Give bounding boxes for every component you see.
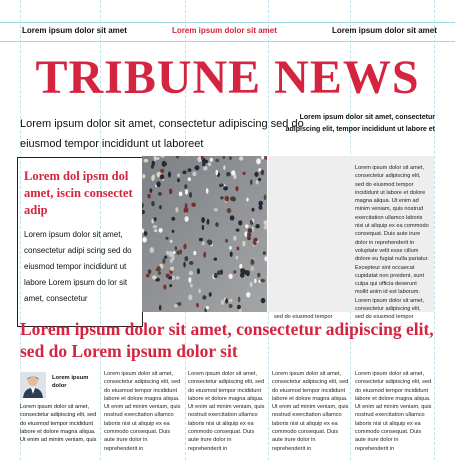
article-column-1: sed do eiusmod tempor — [274, 314, 333, 321]
crowd-person — [202, 242, 205, 246]
crowd-person — [170, 267, 174, 271]
tagline-text: Lorem ipsum dolor sit amet, consectetur adipiscing elit, tempor incididunt ut labore et — [285, 114, 435, 133]
crowd-person — [189, 271, 193, 276]
crowd-person — [188, 177, 191, 181]
crowd-person — [177, 174, 180, 178]
bottom-column-4: Lorem ipsum dolor sit amet, consectetur adipiscing elit, sed do eiusmod tempor incididunt labore et dolore magna aliqua. Ut enim ad minim veniam, quis nostrud exercitation ullamco laboris nisi ut aliquip ex ea commodo consequat. Duis aute irure dolor in reprehenderit in — [355, 371, 432, 452]
crowd-person — [192, 171, 196, 176]
top-bar-center: Lorem ipsum dolor sit amet — [172, 26, 277, 35]
crowd-person — [176, 276, 180, 279]
crowd-person — [196, 303, 199, 307]
crowd-person — [147, 194, 151, 199]
crowd-person — [256, 158, 261, 164]
crowd-person — [182, 171, 186, 175]
crowd-person — [209, 292, 212, 296]
crowd-person — [144, 159, 149, 163]
crowd-person — [169, 284, 172, 287]
crowd-person — [148, 269, 152, 274]
crowd-person — [227, 208, 232, 213]
crowd-person — [188, 277, 191, 283]
crowd-person — [250, 179, 252, 185]
crowd-person — [191, 203, 196, 207]
crowd-person — [163, 162, 168, 165]
crowd-person — [176, 250, 180, 255]
feature-body: Lorem ipsum dolor sit amet, consectetur adipi scing sed do eiusmod tempor incididunt ut labore Lorem ipsum do lor sit amet, consectetur — [24, 230, 132, 303]
crowd-person — [172, 254, 175, 260]
crowd-person — [254, 279, 257, 283]
crowd-person — [221, 300, 224, 305]
crowd-person — [190, 283, 193, 287]
crowd-person — [225, 298, 228, 303]
crowd-person — [203, 252, 206, 258]
crowd-person — [172, 275, 175, 280]
crowd-person — [225, 196, 229, 202]
feature-heading: Lorem dol ipsm dol amet, iscin consectet adip — [24, 169, 133, 217]
crowd-person — [247, 237, 251, 241]
crowd-person — [142, 237, 147, 243]
crowd-person — [189, 261, 193, 265]
crowd-person — [230, 252, 233, 257]
crowd-person — [166, 274, 170, 279]
guide-line-top-2 — [0, 41, 455, 42]
crowd-person — [239, 156, 243, 160]
crowd-person — [157, 266, 161, 272]
crowd-person — [245, 224, 249, 228]
crowd-person — [173, 251, 176, 254]
byline-text: Lorem ipsum dolor sit amet, consectetur adipiscing elit, sed do eiusmod tempor incididunt labore et dolore magna aliqua. Ut enim ad minim veniam, quis — [20, 404, 97, 444]
byline-name: Lorem ipsum dolor — [52, 375, 89, 389]
crowd-person — [229, 156, 232, 159]
crowd-person — [231, 170, 235, 175]
crowd-person — [217, 270, 221, 275]
crowd-person — [243, 172, 246, 175]
crowd-person — [153, 174, 155, 179]
crowd-person — [151, 165, 154, 169]
crowd-person — [203, 166, 208, 171]
crowd-person — [160, 169, 164, 173]
crowd-person — [198, 289, 201, 294]
crowd-person — [144, 231, 148, 236]
crowd-person — [154, 229, 157, 232]
crowd-person — [258, 178, 261, 182]
crowd-person — [202, 225, 204, 230]
crowd-person — [151, 219, 153, 224]
crowd-person — [159, 228, 163, 233]
crowd-person — [156, 181, 160, 187]
crowd-person — [220, 196, 223, 199]
crowd-person — [215, 159, 219, 162]
crowd-person — [162, 258, 165, 264]
crowd-photo-svg — [142, 156, 267, 312]
crowd-person — [158, 272, 161, 275]
crowd-person — [146, 274, 150, 278]
crowd-person — [206, 188, 209, 194]
crowd-person — [239, 264, 242, 269]
crowd-person — [158, 192, 162, 196]
crowd-person — [185, 216, 189, 222]
crowd-person — [252, 208, 255, 212]
crowd-person — [201, 217, 205, 223]
crowd-person — [184, 256, 188, 261]
crowd-person — [251, 267, 254, 271]
guide-line-top — [0, 22, 455, 23]
crowd-person — [163, 284, 166, 289]
masthead-title: TRIBUNE NEWS — [35, 51, 420, 104]
crowd-person — [230, 215, 235, 220]
bottom-column-1: Lorem ipsum dolor sit amet, consectetur adipiscing elit, sed do eiusmod tempor incididunt labore et dolore magna aliqua. Ut enim ad minim veniam, quis nostrud exercitation ullamco laboris nisi ut aliquip ex ea commodo consequat. Duis aute irure dolor in reprehenderit in — [104, 371, 181, 452]
crowd-person — [214, 208, 218, 211]
crowd-person — [214, 258, 218, 261]
crowd-person — [210, 158, 213, 162]
crowd-person — [215, 222, 218, 227]
crowd-person — [249, 282, 252, 288]
crowd-person — [142, 174, 145, 179]
crowd-person — [264, 195, 267, 201]
crowd-person — [248, 228, 253, 233]
crowd-person — [229, 299, 233, 302]
crowd-person — [233, 236, 237, 241]
crowd-person — [152, 275, 157, 279]
crowd-person — [153, 225, 157, 228]
crowd-person — [169, 188, 173, 194]
crowd-person — [253, 238, 258, 242]
crowd-person — [263, 251, 266, 255]
crowd-person — [261, 170, 265, 176]
crowd-person — [195, 165, 200, 170]
crowd-person — [175, 207, 178, 212]
crowd-person — [189, 192, 192, 198]
avatar — [20, 372, 46, 398]
crowd-person — [236, 256, 239, 260]
top-bar-right: Lorem ipsum dolor sit amet — [332, 26, 437, 35]
main-headline: Lorem ipsum dolor sit amet, consectetur adipiscing elit, sed do Lorem ipsum dolor sit — [20, 319, 434, 361]
crowd-person — [159, 205, 162, 209]
crowd-person — [254, 172, 258, 177]
feature-box — [17, 157, 143, 327]
crowd-person — [233, 270, 236, 273]
crowd-person — [177, 178, 180, 182]
article-column-2: Lorem ipsum dolor sit amet, consectetur adipiscing elit, sed do eiusmod tempor incididunt ut labore et dolore magna aliqua. Ut enim ad minim veniam, quis nostrud exercitation ullamco laboris nisi ut aliquip ex ea commodo consequat. Duis aute irure dolor in reprehenderit in voluptate velit esse cillum dolore eu fugiat nulla pariatur. Excepteur sint occaecat cupidatat non proident, sunt culpa qui officia deserunt mollit anim id est laborum. Lorem ipsum dolor sit amet, consectetur adipiscing elit, sed do eiusmod tempor — [355, 165, 429, 321]
crowd-person — [172, 230, 175, 233]
crowd-person — [171, 217, 175, 221]
crowd-person — [244, 231, 247, 237]
crowd-person — [179, 192, 183, 197]
crowd-person — [228, 274, 232, 279]
crowd-person — [246, 198, 248, 202]
crowd-person — [185, 189, 188, 195]
crowd-person — [183, 262, 185, 268]
crowd-person — [165, 237, 168, 240]
crowd-person — [235, 186, 238, 191]
crowd-person — [208, 240, 213, 245]
crowd-person — [237, 305, 241, 310]
person-avatar-icon — [20, 372, 46, 398]
crowd-person — [257, 273, 260, 278]
crowd-person — [208, 162, 212, 166]
crowd-photo — [142, 156, 267, 312]
crowd-person — [256, 180, 259, 185]
crowd-person — [238, 297, 241, 303]
crowd-person — [199, 238, 203, 241]
crowd-person — [247, 233, 251, 237]
crowd-person — [242, 241, 245, 247]
crowd-person — [225, 239, 228, 243]
crowd-person — [183, 244, 186, 250]
crowd-person — [246, 292, 250, 297]
crowd-person — [170, 240, 173, 243]
crowd-person — [175, 246, 177, 250]
crowd-person — [250, 220, 252, 226]
crowd-person — [223, 186, 228, 190]
crowd-person — [184, 184, 187, 189]
crowd-person — [168, 171, 171, 177]
crowd-person — [238, 220, 242, 225]
top-bar-left: Lorem ipsum dolor sit amet — [22, 26, 127, 35]
bottom-column-3: Lorem ipsum dolor sit amet, consectetur adipiscing elit, sed do eiusmod tempor incididunt labore et dolore magna aliqua. Ut enim ad minim veniam, quis nostrud exercitation ullamco laboris nisi ut aliquip ex ea commodo consequat. Duis aute irure dolor in reprehenderit in — [272, 371, 349, 452]
crowd-person — [159, 305, 162, 311]
crowd-person — [223, 165, 225, 170]
crowd-person — [230, 196, 235, 201]
crowd-person — [150, 188, 153, 193]
crowd-person — [255, 224, 260, 228]
crowd-person — [151, 201, 155, 206]
crowd-person — [160, 174, 165, 179]
intro-text: Lorem ipsum dolor sit amet, consectetur adipiscing sed do eiusmod tempor incididunt ut laboreet — [20, 118, 304, 150]
crowd-person — [260, 279, 265, 283]
bottom-column-2: Lorem ipsum dolor sit amet, consectetur adipiscing elit, sed do eiusmod tempor incididunt labore et dolore magna aliqua. Ut enim ad minim veniam, quis nostrud exercitation ullamco laboris nisi ut aliquip ex ea commodo consequat. Duis aute irure dolor in reprehenderit in — [188, 371, 265, 452]
crowd-person — [207, 219, 210, 225]
crowd-person — [154, 156, 157, 161]
crowd-person — [174, 304, 178, 308]
crowd-person — [259, 205, 263, 210]
crowd-person — [206, 306, 209, 309]
crowd-person — [250, 259, 254, 265]
crowd-person — [229, 246, 232, 250]
crowd-person — [197, 268, 200, 274]
crowd-person — [216, 170, 219, 176]
crowd-person — [166, 251, 169, 255]
crowd-person — [237, 247, 240, 251]
crowd-person — [164, 256, 167, 259]
crowd-person — [154, 217, 157, 221]
crowd-person — [188, 168, 192, 172]
crowd-person — [261, 298, 266, 303]
crowd-person — [240, 268, 242, 273]
crowd-person — [236, 229, 240, 232]
crowd-person — [202, 295, 206, 299]
crowd-person — [219, 184, 224, 188]
crowd-person — [188, 294, 192, 300]
crowd-person — [193, 251, 196, 255]
crowd-person — [150, 247, 155, 253]
crowd-person — [184, 207, 189, 213]
crowd-person — [226, 172, 230, 177]
crowd-person — [229, 304, 233, 308]
